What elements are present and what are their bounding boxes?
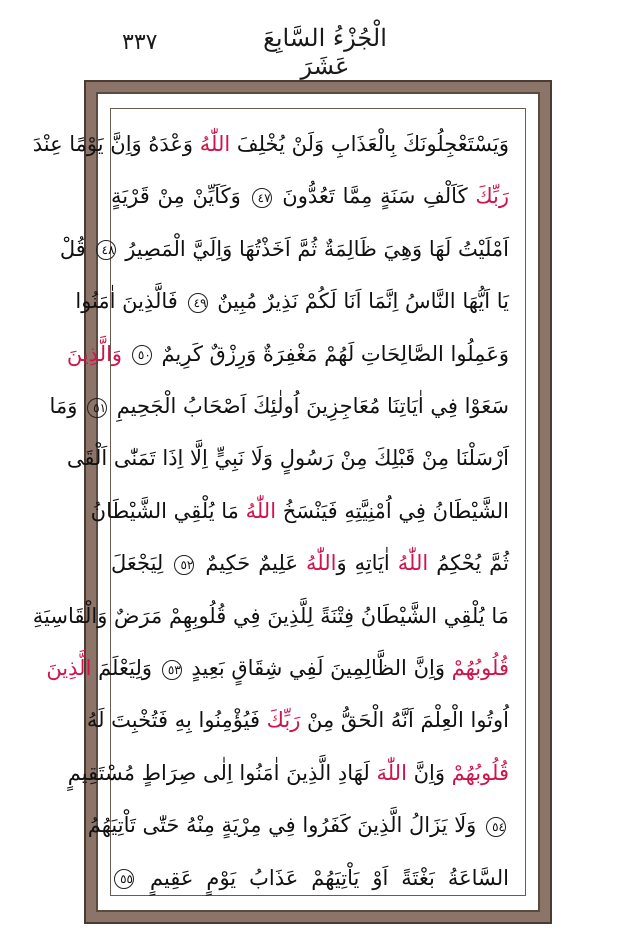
ayah-number-marker: ٥٠ — [132, 345, 152, 365]
verse-text: فَيُؤْمِنُوا بِهِ فَتُخْبِتَ لَهُ — [86, 708, 267, 733]
verse-text: وَعَمِلُوا الصَّالِحَاتِ لَهُمْ مَغْفِرَةٌ وَرِزْقٌ كَرِيمٌ — [154, 341, 509, 366]
divine-name-text: رَبِّكَ — [475, 184, 509, 209]
page-frame — [32, 80, 552, 924]
divine-name-text: رَبِّكَ — [266, 708, 301, 733]
verse-line — [59, 222, 509, 276]
verse-text: وَكَاَيِّنْ مِنْ قَرْيَةٍ — [111, 184, 249, 209]
verse-text — [122, 342, 129, 366]
verse-text: وَاِنَّ — [406, 760, 452, 785]
verse-line — [86, 693, 509, 747]
verse-line — [90, 484, 509, 538]
verse-line — [49, 379, 509, 433]
verse-text: كَاَلْفِ سَنَةٍ مِمَّا تَعُدُّونَ — [274, 184, 476, 209]
verse-line — [111, 536, 509, 590]
verse-text: سَعَوْا فِي اٰيَاتِنَا مُعَاجِزِينَ اُولٰئِكَ اَصْحَابُ الْجَحِيمِ — [110, 394, 509, 418]
verse-text: اٰيَاتِهِ وَ — [336, 551, 398, 576]
verse-line — [87, 798, 509, 852]
verse-text: وَيَسْتَعْجِلُونَكَ بِالْعَذَابِ وَلَنْ يُخْلِفَ — [230, 132, 509, 156]
verse-text: فَالَّذِينَ اٰمَنُوا — [75, 289, 185, 314]
ayah-number-marker: ٥١ — [87, 398, 107, 418]
verse-text: وَمَا — [49, 394, 85, 418]
verse-text: اَمْلَيْتُ لَهَا وَهِيَ ظَالِمَةٌ ثُمَّ اَخَذْتُهَا وَاِلَيَّ الْمَصِيرُ — [118, 236, 509, 261]
verse-line — [66, 431, 509, 485]
ayah-number-marker: ٥٥ — [114, 869, 134, 889]
verse-line — [46, 641, 509, 695]
divine-name-text: اللّٰهَ — [376, 760, 407, 785]
divine-name-text: اللّٰهُ — [305, 551, 337, 576]
ayah-number-marker: ٥٤ — [486, 817, 506, 837]
ayah-number-marker: ٤٩ — [188, 293, 208, 313]
ayah-number-marker: ٤٨ — [96, 240, 116, 260]
verse-text: يَا اَيُّهَا النَّاسُ اِنَّمَا اَنَا لَكُمْ نَذِيرٌ مُبِينٌ — [210, 289, 509, 314]
page-header — [0, 0, 624, 78]
verse-line — [32, 117, 509, 171]
verse-line — [111, 851, 509, 905]
verse-text: مَا يُلْقِي الشَّيْطَانُ فِتْنَةً لِلَّذِينَ فِي قُلُوبِهِمْ مَرَضٌ وَالْقَاسِيَةِ — [32, 603, 509, 628]
verse-line — [32, 589, 509, 643]
verse-text: عَلِيمٌ حَكِيمٌ — [197, 551, 306, 576]
verse-text: لِيَجْعَلَ — [111, 551, 172, 576]
verse-text: وَلَا يَزَالُ الَّذِينَ كَفَرُوا فِي مِرْيَةٍ مِنْهُ حَتّٰى تَاْتِيَهُمُ — [87, 813, 483, 838]
divine-name-text: قُلُوبُهُمْ — [451, 656, 509, 680]
verse-line — [111, 169, 509, 223]
ayah-number-marker: ٥٣ — [162, 660, 182, 680]
verse-text: الشَّيْطَانُ فِي اُمْنِيَّتِهِ فَيَنْسَخُ — [276, 498, 509, 523]
verse-line — [66, 327, 509, 381]
verse-text: وَعْدَهُ وَاِنَّ يَوْمًا عِنْدَ — [32, 132, 200, 156]
verse-line — [75, 274, 509, 328]
verse-text: اُوتُوا الْعِلْمَ اَنَّهُ الْحَقُّ مِنْ — [300, 708, 509, 733]
verse-text: لَهَادِ الَّذِينَ اٰمَنُوا اِلٰى صِرَاطٍ مُسْتَقِيمٍ — [67, 760, 377, 785]
verse-text: مَا يُلْقِي الشَّيْطَانُ — [90, 498, 246, 523]
ayah-number-marker: ٤٧ — [252, 188, 272, 208]
verse-text: وَاِنَّ الظَّالِمِينَ لَفِي شِقَاقٍ بَعِيدٍ — [184, 656, 452, 680]
text-area — [32, 108, 526, 896]
verse-text: وَلِيَعْلَمَ — [91, 656, 159, 680]
divine-name-text: الَّذِينَ — [46, 656, 92, 680]
verse-text: اَرْسَلْنَا مِنْ قَبْلِكَ مِنْ رَسُولٍ وَلَا نَبِيٍّ اِلَّا اِذَا تَمَنّٰى اَلْقَى — [66, 446, 509, 471]
ayah-number-marker: ٥٢ — [174, 555, 194, 575]
verse-text: قُلْ — [59, 236, 93, 261]
page-frame-inner — [32, 92, 540, 912]
divine-name-text: قُلُوبُهُمْ — [451, 760, 509, 785]
divine-name-text: وَالَّذِينَ — [66, 341, 123, 366]
divine-name-text: اللّٰهُ — [397, 551, 429, 576]
divine-name-text: اللّٰهُ — [245, 498, 277, 523]
verse-text: السَّاعَةُ بَغْتَةً اَوْ يَاْتِيَهُمْ عَذَابُ يَوْمٍ عَقِيمٍ — [137, 865, 509, 890]
divine-name-text: اللّٰهُ — [199, 132, 231, 156]
verse-line — [67, 746, 509, 800]
verse-text: ثُمَّ يُحْكِمُ — [428, 551, 509, 576]
juz-title: الْجُزْءُ السَّابِعَ عَشَرَ — [263, 24, 387, 80]
page-number: ٣٣٧ — [122, 30, 158, 55]
